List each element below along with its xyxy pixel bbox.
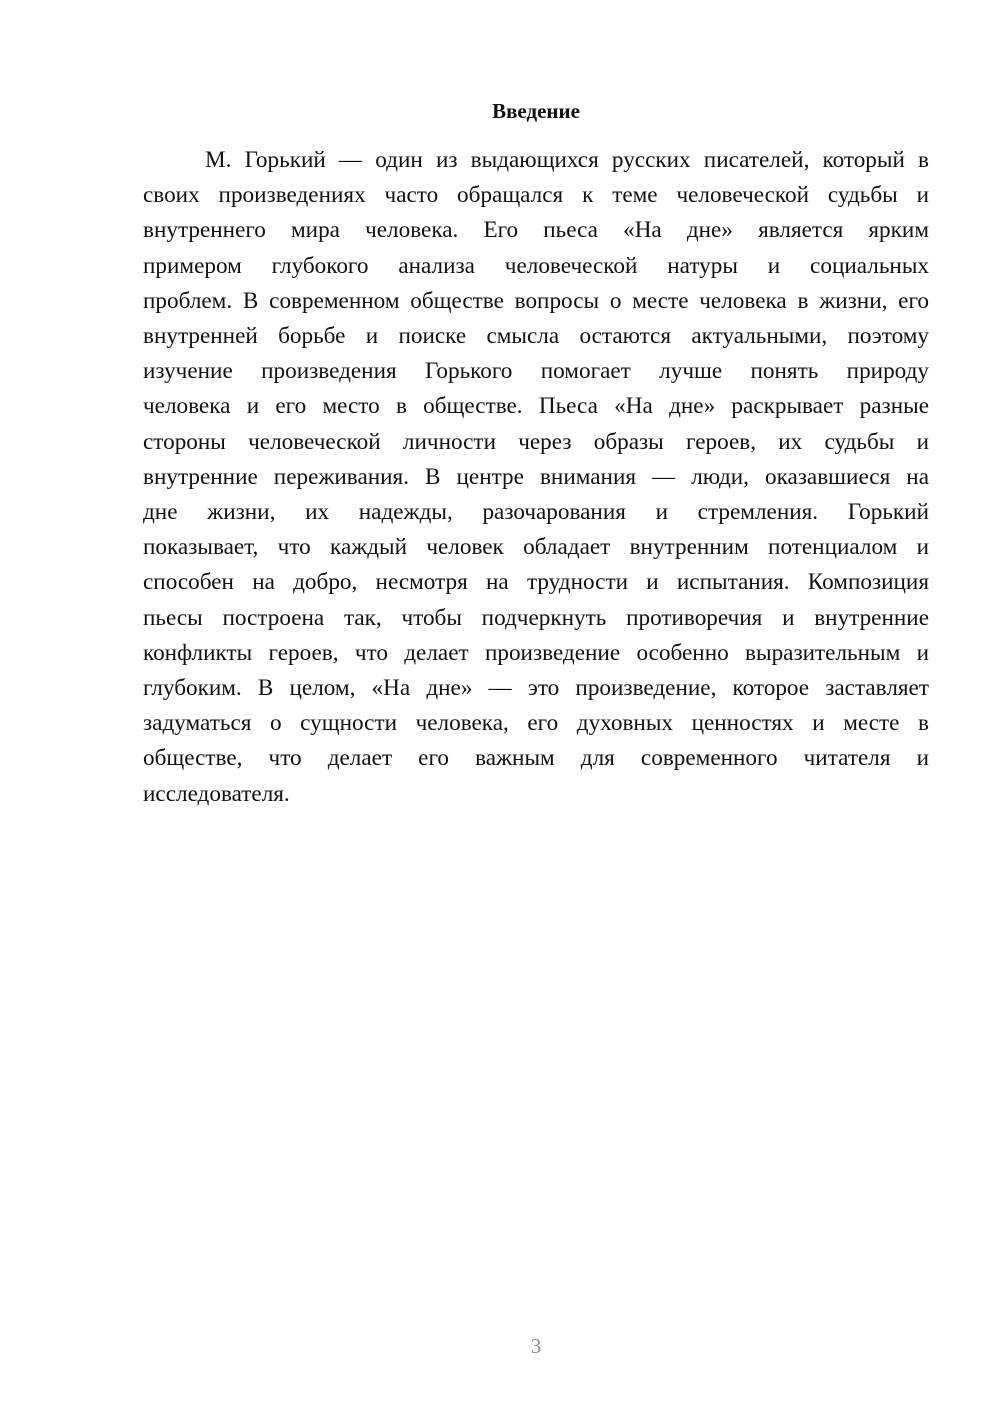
page-number: 3: [530, 1334, 542, 1358]
paragraph-line: М. Горький — один из выдающихся русских писателей, который в: [205, 147, 929, 173]
body-paragraph: [143, 143, 929, 812]
paragraph-line: внутреннего мира человека. Его пьеса «На дне» является ярким: [143, 217, 929, 244]
paragraph-line: дне жизни, их надежды, разочарования и стремления. Горький: [143, 499, 929, 526]
section-heading: Введение: [492, 99, 580, 123]
paragraph-line: конфликты героев, что делает произведение особенно выразительным и: [143, 639, 929, 666]
paragraph-line: примером глубокого анализа человеческой натуры и социальных: [143, 252, 929, 279]
paragraph-line: способен на добро, несмотря на трудности и испытания. Композиция: [143, 569, 929, 596]
paragraph-line: обществе, что делает его важным для современного читателя и: [143, 745, 929, 772]
paragraph-line: глубоким. В целом, «На дне» — это произведение, которое заставляет: [143, 675, 929, 702]
paragraph-line: внутренние переживания. В центре внимания — люди, оказавшиеся на: [143, 463, 929, 490]
paragraph-line: стороны человеческой личности через образы героев, их судьбы и: [143, 428, 929, 455]
paragraph-line: внутренней борьбе и поиске смысла остаются актуальными, поэтому: [143, 323, 929, 350]
paragraph-line: проблем. В современном обществе вопросы о месте человека в жизни, его: [143, 287, 929, 314]
paragraph-line: изучение произведения Горького помогает лучше понять природу: [143, 358, 929, 385]
paragraph-line: своих произведениях часто обращался к теме человеческой судьбы и: [143, 182, 929, 209]
paragraph-line: исследователя.: [143, 780, 290, 807]
paragraph-line: человека и его место в обществе. Пьеса «На дне» раскрывает разные: [143, 393, 929, 420]
paragraph-line: задуматься о сущности человека, его духовных ценностях и месте в: [143, 710, 929, 737]
paragraph-line: показывает, что каждый человек обладает внутренним потенциалом и: [143, 534, 929, 561]
paragraph-line: пьесы построена так, чтобы подчеркнуть противоречия и внутренние: [143, 604, 929, 631]
